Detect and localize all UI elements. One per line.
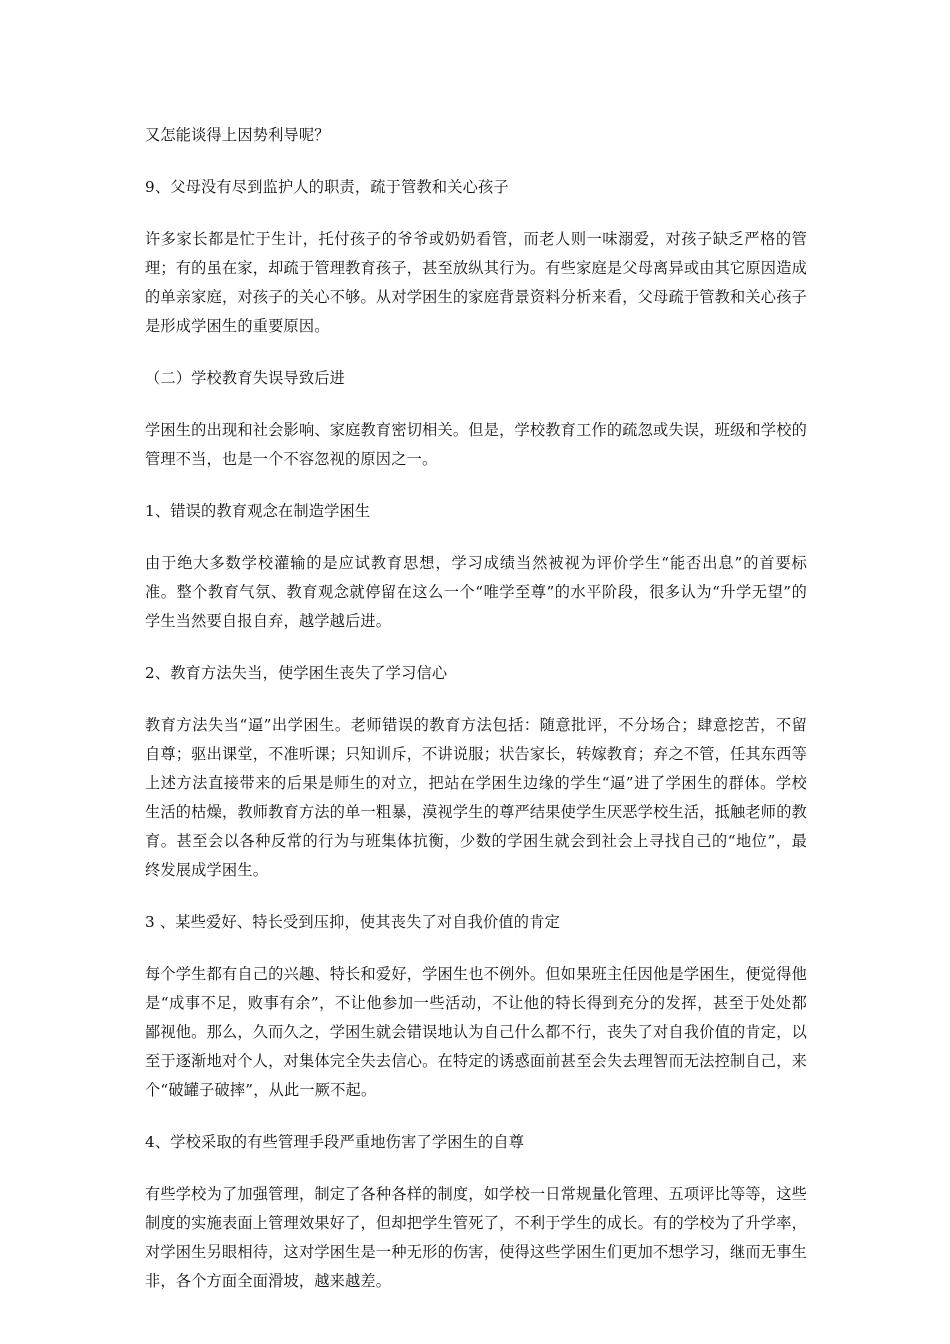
paragraph-exam-oriented: 由于绝大多数学校灌输的是应试教育思想，学习成绩当然被视为评价学生“能否出息”的首要标准。整个教育气氛、教育观念就停留在这么一个“唯学至尊”的水平阶段，很多认为“升学无望”的学生当然要自报自弃，越学越后进。 — [145, 554, 807, 630]
heading-item-9: 9、父母没有尽到监护人的职责，疏于管教和关心孩子 — [145, 178, 509, 196]
document-body — [145, 121, 807, 1296]
paragraph-hobbies-suppressed: 每个学生都有自己的兴趣、特长和爱好，学困生也不例外。但如果班主任因他是学困生，便觉得他是“成事不足，败事有余”，不让他参加一些活动，不让他的特长得到充分的发挥，甚至于处处都鄙视他。那么，久而久之，学困生就会错误地认为自己什么都不行，丧失了对自我价值的肯定，以至于逐渐地对个人，对集体完全失去信心。在特定的诱惑面前甚至会失去理智而无法控制自己，来个“破罐子破摔”，从此一厥不起。 — [145, 965, 807, 1099]
heading-item-2: 2、教育方法失当，使学困生丧失了学习信心 — [145, 664, 448, 682]
heading-item-3: 3 、某些爱好、特长受到压抑，使其丧失了对自我价值的肯定 — [145, 913, 560, 931]
paragraph-teaching-methods: 教育方法失当“逼”出学困生。老师错误的教育方法包括：随意批评，不分场合；肆意挖苦，不留自尊；驱出课堂，不准听课；只知训斥，不讲说服；状告家长，转嫁教育；弃之不管，任其东西等上述方法直接带来的后果是师生的对立，把站在学困生边缘的学生“逼”进了学困生的群体。学校生活的枯燥，教师教育方法的单一粗暴，漠视学生的尊严结果使学生厌恶学校生活，抵触老师的教育。甚至会以各种反常的行为与班集体抗衡，少数的学困生就会到社会上寻找自己的“地位”，最终发展成学困生。 — [145, 716, 807, 879]
heading-item-1: 1、错误的教育观念在制造学困生 — [145, 502, 371, 520]
paragraph-continuation: 又怎能谈得上因势利导呢？ — [145, 126, 330, 144]
paragraph-parental-neglect: 许多家长都是忙于生计，托付孩子的爷爷或奶奶看管，而老人则一味溺爱，对孩子缺乏严格的管理；有的虽在家，却疏于管理教育孩子，甚至放纵其行为。有些家庭是父母离异或由其它原因造成的单亲家庭，对孩子的关心不够。从对学困生的家庭背景资料分析来看，父母疏于管教和关心孩子是形成学困生的重要原因。 — [145, 230, 807, 335]
section-heading-school-education: （二）学校教育失误导致后进 — [145, 369, 346, 387]
paragraph-school-intro: 学困生的出现和社会影响、家庭教育密切相关。但是，学校教育工作的疏忽或失误，班级和学校的管理不当，也是一个不容忽视的原因之一。 — [145, 421, 807, 468]
heading-item-4: 4、学校采取的有些管理手段严重地伤害了学困生的自尊 — [145, 1133, 525, 1151]
paragraph-management-measures: 有些学校为了加强管理，制定了各种各样的制度，如学校一日常规量化管理、五项评比等等，这些制度的实施表面上管理效果好了，但却把学生管死了，不利于学生的成长。有的学校为了升学率，对学困生另眼相待，这对学困生是一种无形的伤害，使得这些学困生们更加不想学习，继而无事生非，各个方面全面滑坡，越来越差。 — [145, 1185, 807, 1290]
